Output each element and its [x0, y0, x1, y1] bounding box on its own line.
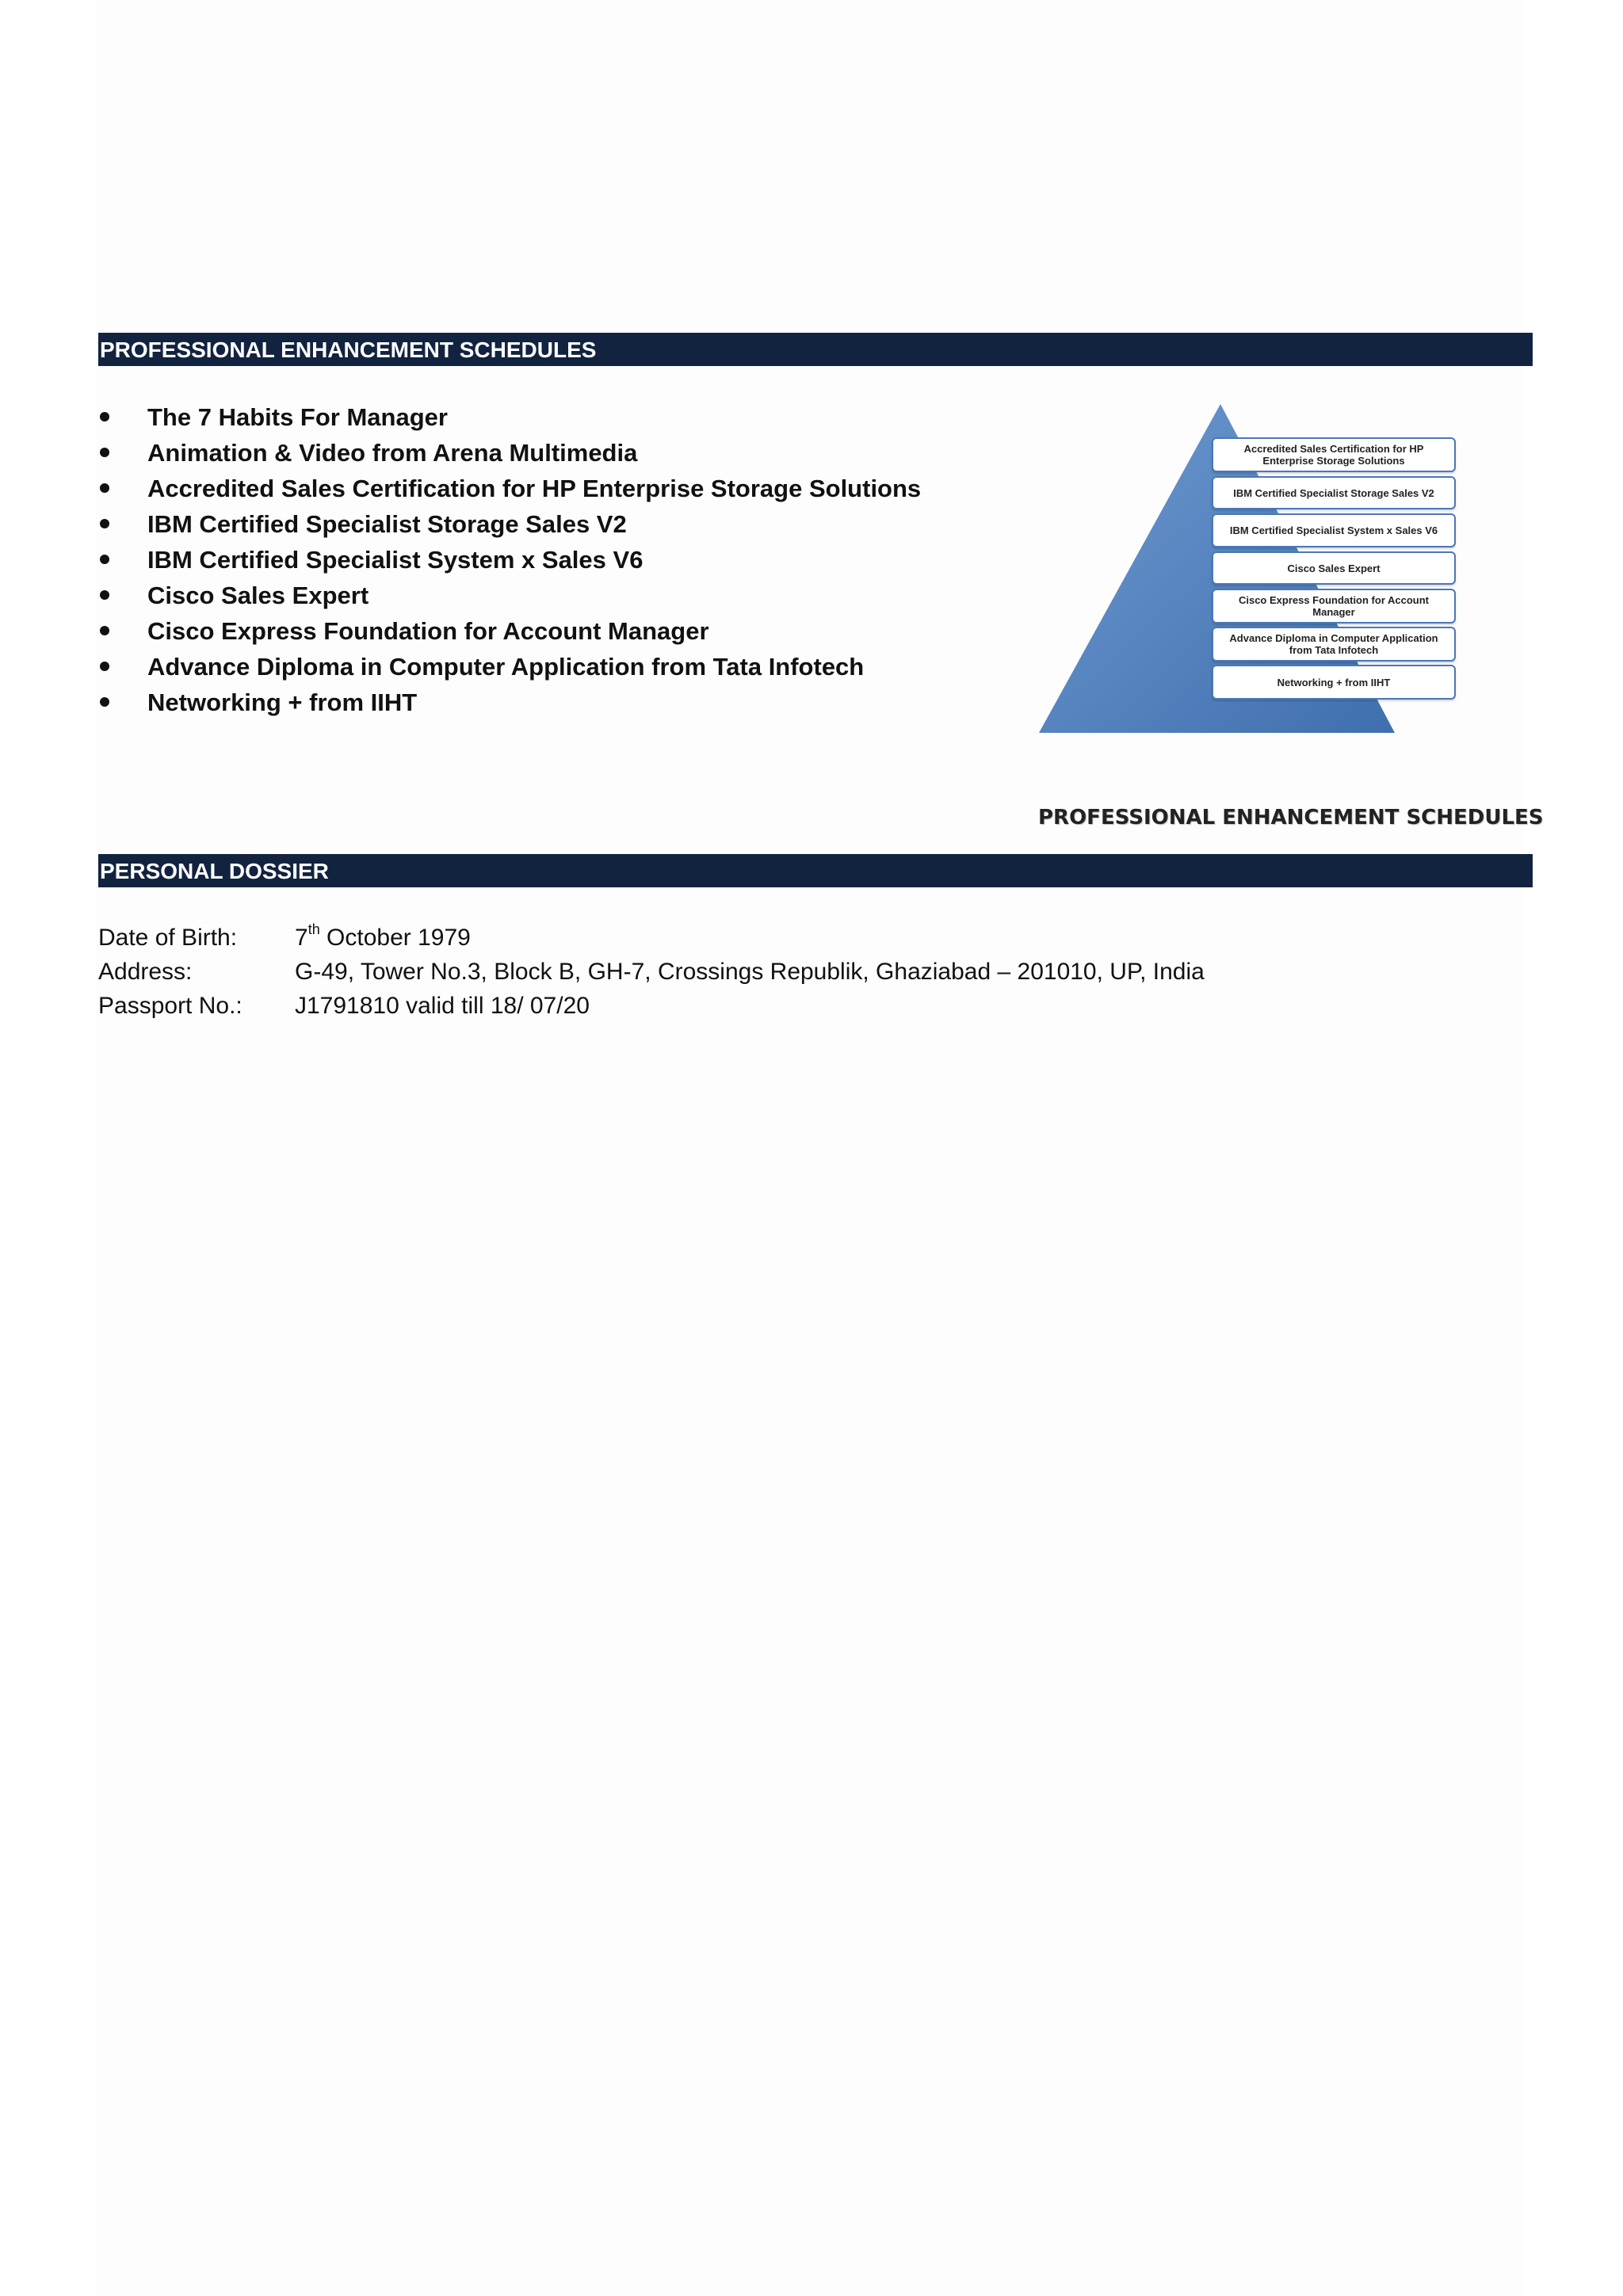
address-value: G-49, Tower No.3, Block B, GH-7, Crossings Republik, Ghaziabad – 201010, UP, India [295, 959, 1205, 985]
bullet-icon [100, 697, 109, 707]
pyramid-level-7: Networking + from IIHT [1212, 665, 1456, 700]
list-item: Advance Diploma in Computer Application from Tata Infotech [98, 649, 1010, 685]
bullet-icon [100, 483, 109, 493]
list-item: Animation & Video from Arena Multimedia [98, 435, 1010, 471]
list-item: The 7 Habits For Manager [98, 399, 1010, 435]
list-item: Cisco Express Foundation for Account Manager [98, 613, 1010, 649]
pyramid-level-1: Accredited Sales Certification for HP Enterprise Storage Solutions [1212, 437, 1456, 472]
list-item: Networking + from IIHT [98, 685, 1010, 720]
section-heading-professional-enhancement: PROFESSIONAL ENHANCEMENT SCHEDULES [98, 333, 1533, 366]
pyramid-level-3: IBM Certified Specialist System x Sales V6 [1212, 513, 1456, 547]
bullet-icon [100, 662, 109, 671]
bullet-icon [100, 555, 109, 564]
pyramid-level-5: Cisco Express Foundation for Account Manager [1212, 589, 1456, 624]
dob-label: Date of Birth: [98, 925, 238, 951]
pyramid-level-4: Cisco Sales Expert [1212, 551, 1456, 585]
list-item: IBM Certified Specialist Storage Sales V2 [98, 506, 1010, 542]
list-item: Accredited Sales Certification for HP Enterprise Storage Solutions [98, 471, 1010, 506]
passport-value: J1791810 valid till 18/ 07/20 [295, 993, 590, 1019]
dob-value: 7th October 1979 [295, 921, 471, 951]
diagram-caption: PROFESSIONAL ENHANCEMENT SCHEDULES [1038, 806, 1544, 830]
pyramid-level-2: IBM Certified Specialist Storage Sales V2 [1212, 476, 1456, 509]
certification-pyramid-diagram [1030, 396, 1474, 745]
passport-label: Passport No.: [98, 993, 242, 1019]
bullet-icon [100, 626, 109, 635]
bullet-icon [100, 412, 109, 421]
bullet-icon [100, 448, 109, 457]
bullet-icon [100, 590, 109, 600]
list-item: IBM Certified Specialist System x Sales V6 [98, 542, 1010, 578]
address-label: Address: [98, 959, 193, 985]
section-heading-personal-dossier: PERSONAL DOSSIER [98, 854, 1533, 887]
bullet-icon [100, 519, 109, 528]
list-item: Cisco Sales Expert [98, 578, 1010, 613]
professional-enhancement-list [98, 399, 1010, 720]
pyramid-level-6: Advance Diploma in Computer Application from Tata Infotech [1212, 627, 1456, 662]
